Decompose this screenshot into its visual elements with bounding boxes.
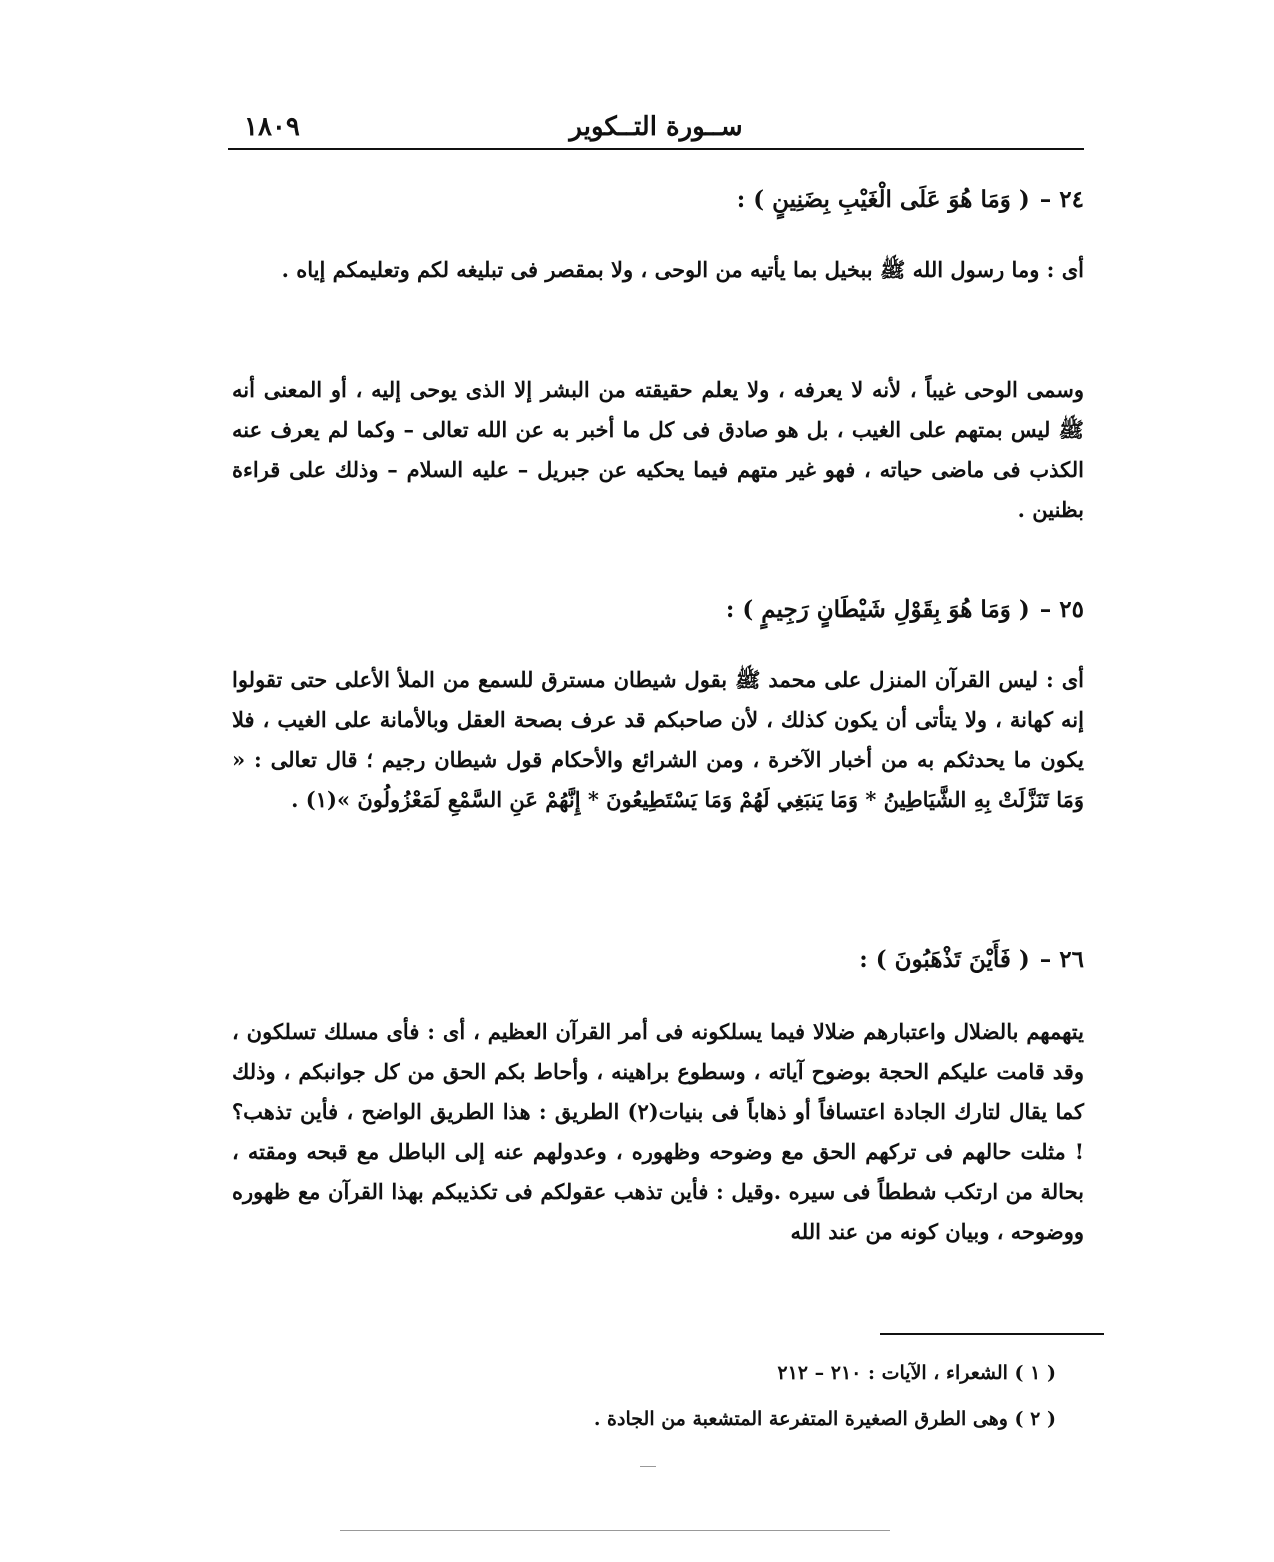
paragraph-1: أى : وما رسول الله ﷺ ببخيل بما يأتيه من الوحى ، ولا بمقصر فى تبليغه لكم وتعليمكم إياه . (281, 257, 1084, 282)
page-number: ١٨٠٩ (244, 112, 300, 142)
footnote-2: ( ٢ ) وهى الطرق الصغيرة المتفرعة المتشعبة من الجادة . (593, 1408, 1056, 1430)
verse-text: ( وَمَا هُوَ بِقَوْلِ شَيْطَانٍ رَجِيمٍ ) : (725, 596, 1030, 623)
scan-artifact (340, 1530, 890, 1531)
verse-number: ٢٤ – (1039, 186, 1084, 213)
verse-heading-24 (232, 186, 1084, 213)
footnote-1: ( ١ ) الشعراء ، الآيات : ٢١٠ – ٢١٢ (777, 1362, 1056, 1384)
verse-text: ( وَمَا هُوَ عَلَى الْغَيْبِ بِضَنِينٍ ) : (736, 186, 1030, 213)
verse-heading-25 (232, 596, 1084, 623)
verse-heading-26 (232, 946, 1084, 973)
paragraph-3: أى : ليس القرآن المنزل على محمد ﷺ بقول شيطان مسترق للسمع من الملأ الأعلى حتى تقولوا إنه كهانة ، ولا يتأتى أن يكون كذلك ، لأن صاحبكم قد عرف بصحة العقل وبالأمانة على الغيب ، فلا يكون ما يحدثكم به من أخبار الآخرة ، ومن الشرائع والأحكام قول شيطان رجيم ؛ قال تعالى : « وَمَا تَنَزَّلَتْ بِهِ الشَّيَاطِينُ * وَمَا يَنبَغِي لَهُمْ وَمَا يَسْتَطِيعُونَ * إِنَّهُمْ عَنِ السَّمْعِ لَمَعْزُولُونَ »(١) . (232, 667, 1084, 812)
verse-text: ( فَأَيْنَ تَذْهَبُونَ ) : (859, 946, 1030, 973)
page-header (228, 112, 1084, 146)
paragraph-2: وسمى الوحى غيباً ، لأنه لا يعرفه ، ولا يعلم حقيقته من البشر إلا الذى يوحى إليه ، أو المعنى أنه ﷺ ليس بمتهم على الغيب ، بل هو صادق فى كل ما أخبر به عن الله تعالى – وكما لم يعرف عنه الكذب فى ماضى حياته ، فهو غير متهم فيما يحكيه عن جبريل – عليه السلام – وذلك على قراءة بظنين . (232, 377, 1084, 522)
header-divider (228, 148, 1084, 150)
paragraph-4: يتهمهم بالضلال واعتبارهم ضلالا فيما يسلكونه فى أمر القرآن العظيم ، أى : فأى مسلك تسلكون ، وقد قامت عليكم الحجة بوضوح آياته ، وسطوع براهينه ، وأحاط بكم الحق من كل جوانبكم ، وذلك كما يقال لتارك الجادة اعتسافاً أو ذهاباً فى بنيات(٢) الطريق : هذا الطريق الواضح ، فأين تذهب؟ ! مثلت حالهم فى تركهم الحق مع وضوحه وظهوره ، وعدولهم عنه إلى الباطل مع قبحه ومقته ، بحالة من ارتكب شططاً فى سيره .وقيل : فأين تذهب عقولكم فى تكذيبكم بهذا القرآن مع ظهوره ووضوحه ، وبيان كونه من عند الله (232, 1019, 1084, 1244)
verse-number: ٢٥ – (1039, 596, 1084, 623)
footnote-divider (880, 1333, 1104, 1335)
scan-artifact (640, 1466, 656, 1467)
verse-number: ٢٦ – (1039, 946, 1084, 973)
surah-title: ســورة التــكوير (569, 112, 743, 142)
